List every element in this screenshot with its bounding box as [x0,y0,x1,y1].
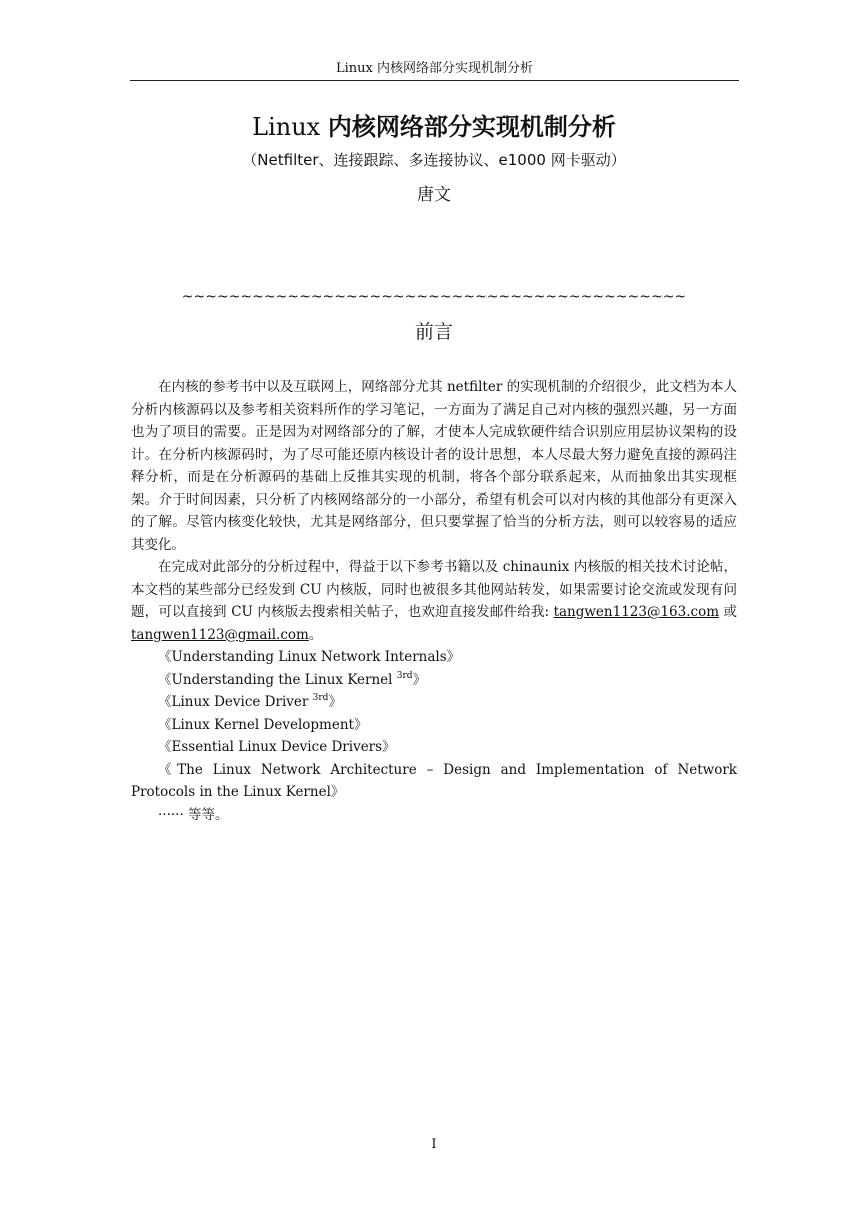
paragraph-intro: 在内核的参考书中以及互联网上，网络部分尤其 netfilter 的实现机制的介绍很少，此文档为本人分析内核源码以及参考相关资料所作的学习笔记，一方面为了满足自己对内核的强烈兴趣，另一方面也为了项目的需要。正是因为对网络部分的了解，才使本人完成软硬件结合识别应用层协议架构的设计。在分析内核源码时，为了尽可能还原内核设计者的设计思想，本人尽最大努力避免直接的源码注释分析，而是在分析源码的基础上反推其实现的机制，将各个部分联系起来，从而抽象出其实现框架。介于时间因素，只分析了内核网络部分的一小部分，希望有机会可以对内核的其他部分有更深入的了解。尽管内核变化较快，尤其是网络部分，但只要掌握了恰当的分析方法，则可以较容易的适应其变化。 [131,379,737,553]
edition-superscript: 3rd [312,693,329,703]
document-title [0,112,868,142]
author-name: 唐文 [417,185,451,205]
paragraph-acknowledgement [131,556,737,646]
period-text: 。 [308,626,323,643]
acknowledgement-text: 在完成对此部分的分析过程中，得益于以下参考书籍以及 chinaunix 内核版的相关技术讨论帖，本文档的某些部分已经发到 CU 内核版，同时也被很多其他网站转发，如果需要讨论交流或发现有问题，可以直接到 CU 内核版去搜索相关帖子，也欢迎直接发邮件给我: [131,559,737,620]
edition-superscript: 3rd [396,670,413,681]
conjunction-text: 或 [719,604,737,620]
email-link-gmail[interactable]: tangwen1123@gmail.com [131,626,309,643]
reference-text: 《Understanding the Linux Kernel [158,671,397,688]
reference-item [131,669,737,692]
reference-text: 》 [328,694,342,710]
reference-text: 《Linux Device Driver [158,694,313,710]
reference-item: 《Essential Linux Device Drivers》 [158,739,396,755]
document-subtitle: （Netfilter、连接跟踪、多连接协议、e1000 网卡驱动） [242,151,626,169]
email-link-163[interactable]: tangwen1123@163.com [553,604,720,620]
reference-item: 《The Linux Network Architecture – Design and Implementation of Network Protocols in the Linux Kernel》 [131,761,737,800]
reference-item [131,691,737,714]
title-latin: Linux [252,113,328,141]
reference-item: 《Linux Kernel Development》 [158,716,368,733]
section-title-preface: 前言 [414,321,453,343]
reference-text: 》 [412,671,427,688]
preface-body [131,376,737,826]
reference-item: 《Understanding Linux Network Internals》 [158,649,461,665]
page-number: I [431,1137,437,1152]
title-chinese: 内核网络部分实现机制分析 [327,113,616,141]
tilde-divider: ~~~~~~~~~~~~~~~~~~~~~~~~~~~~~~~~~~~~~~~~~~~ [181,289,687,305]
running-header: Linux 内核网络部分实现机制分析 [130,60,739,81]
reference-etc: ······ 等等。 [158,806,229,823]
